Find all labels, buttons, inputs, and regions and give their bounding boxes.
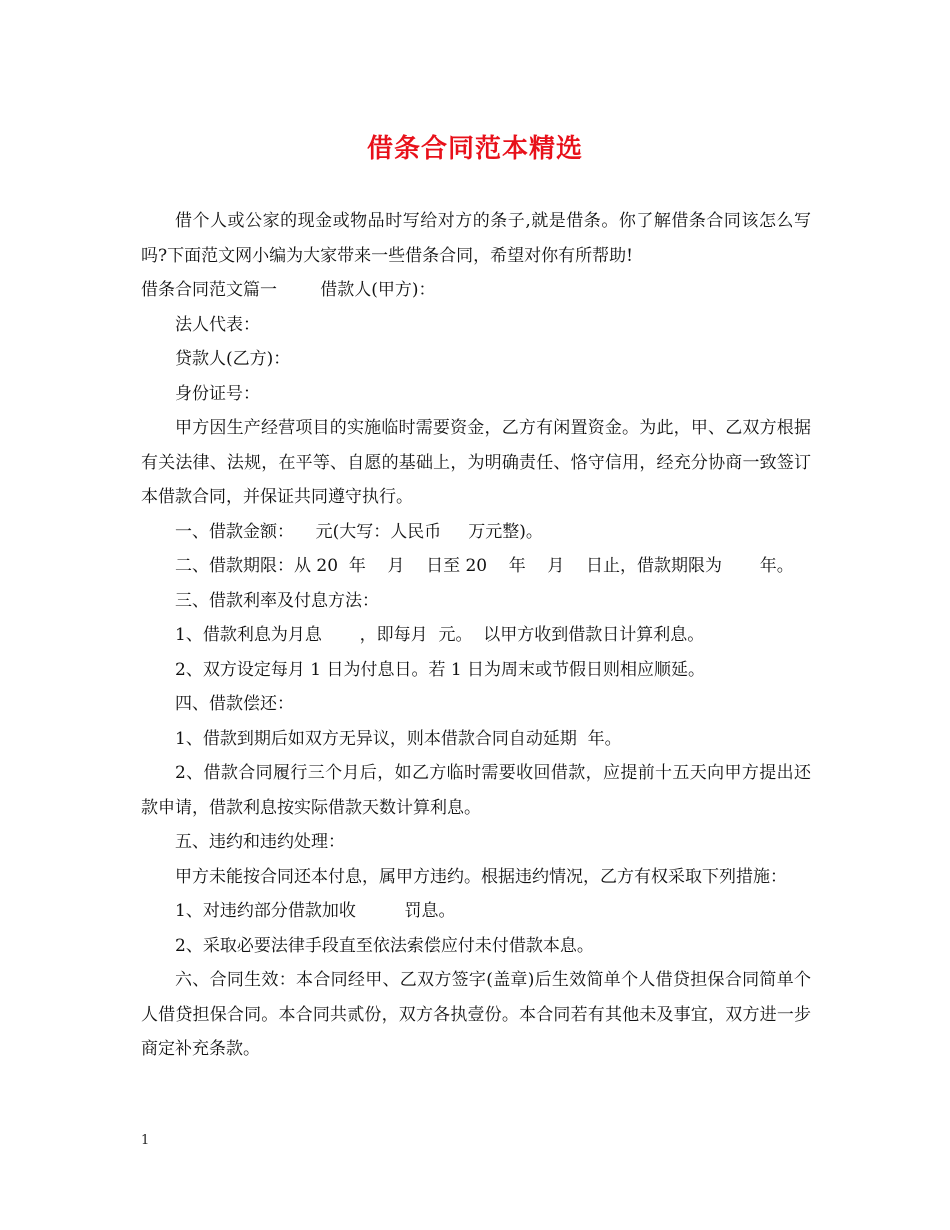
paragraph: 1、对违约部分借款加收 罚息。 xyxy=(175,901,456,921)
paragraph: 法人代表： xyxy=(175,314,260,335)
paragraph: 借条合同范文篇一 借款人(甲方)： xyxy=(141,280,436,300)
document-title: 借条合同范本精选 xyxy=(366,134,583,164)
page-number: 1 xyxy=(141,1133,150,1148)
paragraph: 2、双方设定每月 1 日为付息日。若 1 日为周末或节假日则相应顺延。 xyxy=(175,659,706,680)
paragraph: 2、借款合同履行三个月后，如乙方临时需要收回借款，应提前十五天向甲方提出还款申请，借款利息按实际借款天数计算利息。 xyxy=(141,763,811,818)
paragraph: 1、借款到期后如双方无异议，则本借款合同自动延期 年。 xyxy=(175,728,622,749)
paragraph: 贷款人(乙方)： xyxy=(175,349,291,369)
paragraph: 借个人或公家的现金或物品时写给对方的条子,就是借条。你了解借条合同该怎么写吗?下面范文网小编为大家带来一些借条合同，希望对你有所帮助! xyxy=(141,211,811,266)
paragraph: 六、合同生效：本合同经甲、乙双方签字(盖章)后生效简单个人借贷担保合同简单个人借贷担保合同。本合同共贰份，双方各执壹份。本合同若有其他未及事宜，双方进一步商定补充条款。 xyxy=(141,970,811,1059)
paragraph: 2、采取必要法律手段直至依法索偿应付未付借款本息。 xyxy=(175,935,594,956)
paragraph: 四、借款偿还： xyxy=(175,694,294,714)
paragraph: 三、借款利率及付息方法： xyxy=(175,590,379,611)
document-body xyxy=(141,204,811,1067)
paragraph: 甲方因生产经营项目的实施临时需要资金，乙方有闲置资金。为此，甲、乙双方根据有关法律、法规，在平等、自愿的基础上，为明确责任、恪守信用，经充分协商一致签订本借款合同，并保证共同遵守执行。 xyxy=(141,418,811,507)
paragraph: 1、借款利息为月息 ，即每月 元。 以甲方收到借款日计算利息。 xyxy=(175,625,705,645)
paragraph: 甲方未能按合同还本付息，属甲方违约。根据违约情况，乙方有权采取下列措施： xyxy=(175,866,787,887)
paragraph: 五、违约和违约处理： xyxy=(175,832,345,852)
paragraph: 一、借款金额： 元(大写：人民币 万元整)。 xyxy=(175,521,543,542)
paragraph: 二、借款期限：从 20 年 月 日至 20 年 月 日止，借款期限为 年。 xyxy=(175,556,794,576)
paragraph: 身份证号： xyxy=(175,383,260,404)
